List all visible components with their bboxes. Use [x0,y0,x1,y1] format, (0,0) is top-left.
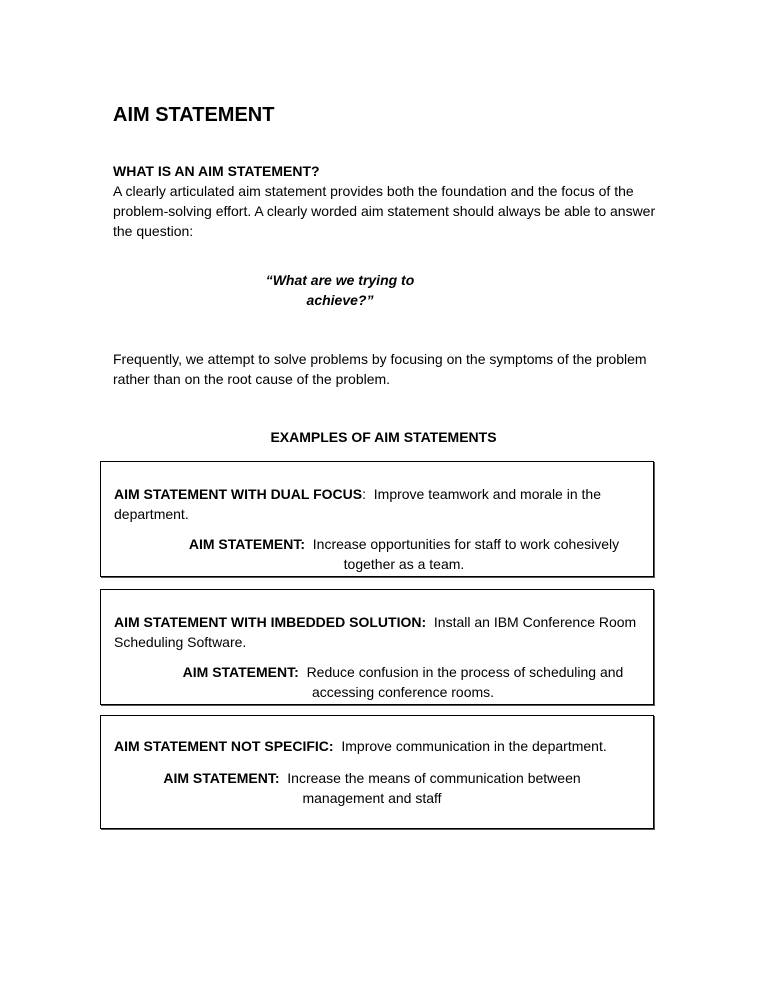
aim-label: AIM STATEMENT: [163,770,280,786]
aim-statement [131,768,613,808]
aim-text: Reduce confusion in the process of scheduling and accessing conference rooms. [298,664,628,700]
guiding-question: “What are we trying to achieve?” [265,272,415,308]
example-label: AIM STATEMENT WITH DUAL FOCUS [114,486,363,502]
symptoms-paragraph: Frequently, we attempt to solve problems by focusing on the symptoms of the problem rather than on the root cause of the problem. [113,351,647,387]
example-statement: AIM STATEMENT WITH DUAL FOCUS: Improve teamwork and morale in the department. [114,486,605,522]
intro-paragraph: A clearly articulated aim statement provides both the foundation and the focus of the problem-solving effort. A clearly worded aim statement should always be able to answer the question: [113,183,656,239]
examples-heading: EXAMPLES OF AIM STATEMENTS [270,429,497,445]
aim-label: AIM STATEMENT: [188,536,305,552]
example-statement [114,736,641,756]
example-statement [114,612,641,652]
page-title: AIM STATEMENT [113,104,275,126]
example-box-not-specific [100,715,654,829]
example-label: AIM STATEMENT NOT SPECIFIC: [114,738,334,754]
aim-label: AIM STATEMENT: [182,664,299,680]
example-text: Improve teamwork and morale in the department. [114,486,605,522]
example-text: Install an IBM Conference Room Scheduling Software. [114,614,641,650]
section-heading: WHAT IS AN AIM STATEMENT? [113,163,320,179]
aim-text: Increase opportunities for staff to work cohesively together as a team. [305,536,624,572]
aim-statement [171,534,637,574]
example-text: Improve communication in the department. [333,738,607,754]
example-label: AIM STATEMENT WITH IMBEDDED SOLUTION: [114,614,427,630]
example-box-imbedded-solution [100,589,654,705]
aim-text: Increase the means of communication between management and staff [279,770,585,806]
aim-statement [161,662,645,702]
example-box-dual-focus [100,461,654,577]
